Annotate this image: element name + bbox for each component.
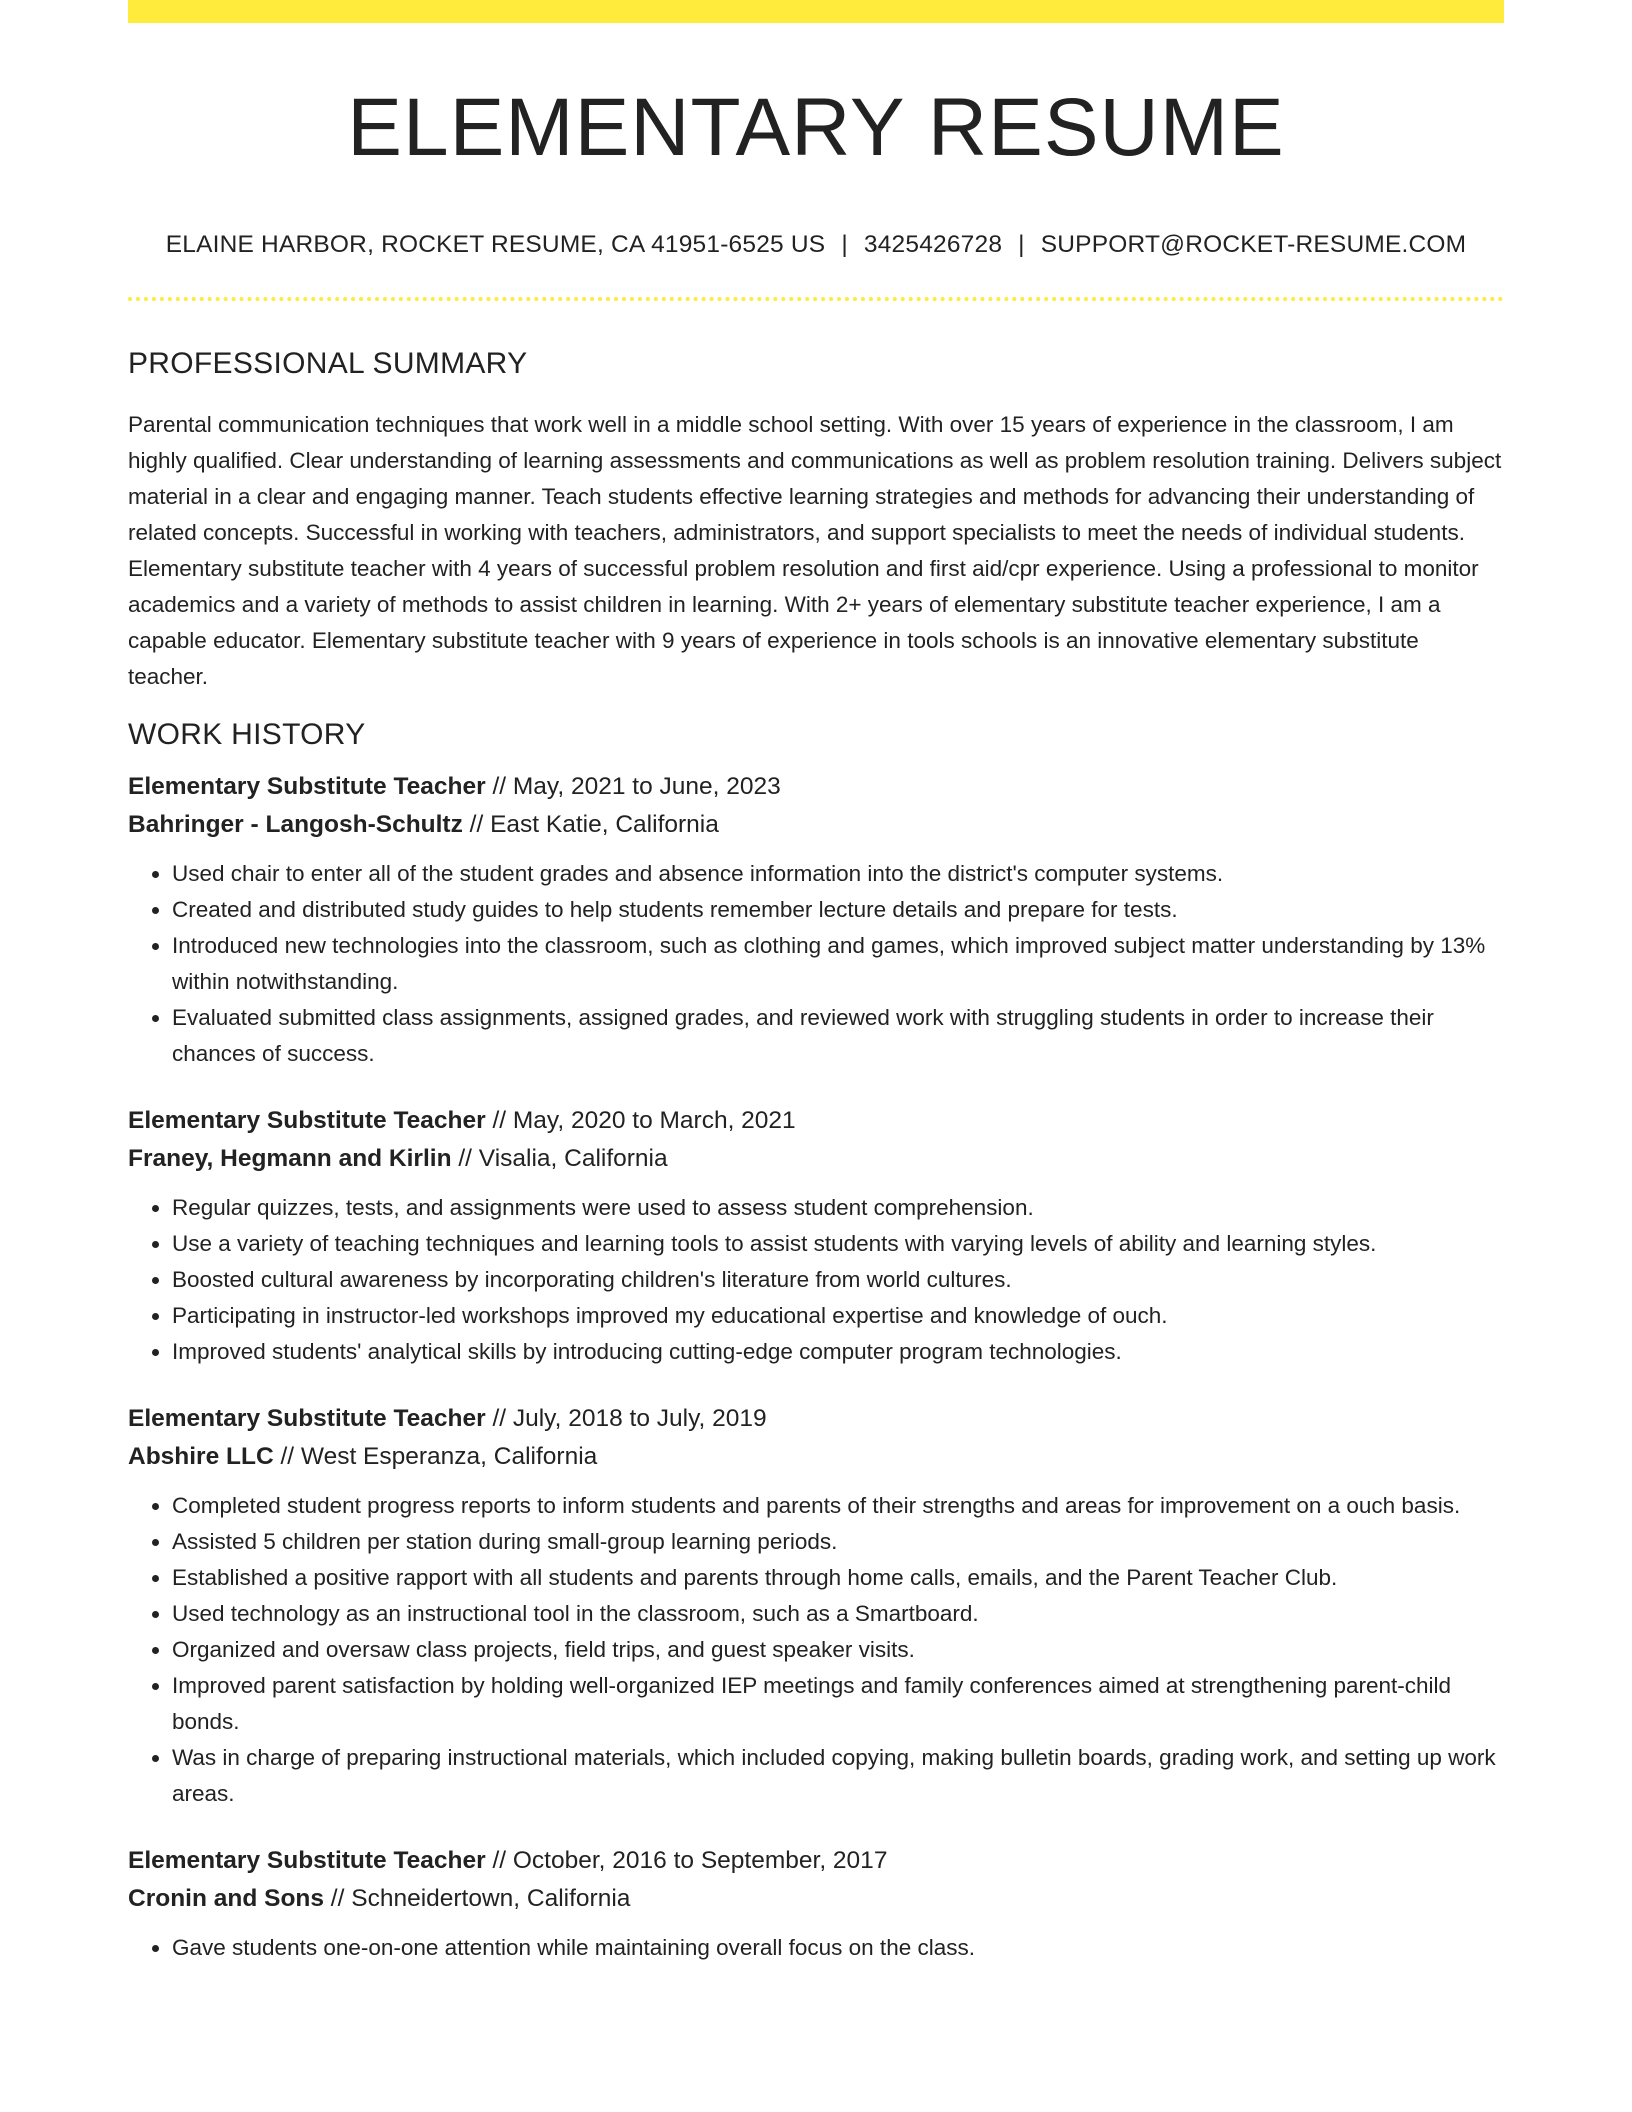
job-title: Elementary Substitute Teacher bbox=[128, 1846, 486, 1874]
job-bullet: • Regular quizzes, tests, and assignments were used to assess student comprehension. bbox=[172, 1190, 1504, 1226]
job-entry bbox=[128, 1842, 1504, 1966]
job-company: Bahringer - Langosh-Schultz bbox=[128, 810, 463, 838]
job-bullet: • Boosted cultural awareness by incorporating children's literature from world cultures. bbox=[172, 1262, 1504, 1298]
job-title: Elementary Substitute Teacher bbox=[128, 772, 486, 800]
job-bullet: • Created and distributed study guides to help students remember lecture details and prepare for tests. bbox=[172, 892, 1504, 928]
top-accent-bar bbox=[128, 0, 1504, 23]
job-bullet: • Was in charge of preparing instructional materials, which included copying, making bulletin boards, grading work, and setting up work areas. bbox=[172, 1740, 1504, 1812]
job-bullet: • Improved parent satisfaction by holding well-organized IEP meetings and family conferences aimed at strengthening parent-child bonds. bbox=[172, 1668, 1504, 1740]
job-bullet: • Assisted 5 children per station during small-group learning periods. bbox=[172, 1524, 1504, 1560]
job-bullets bbox=[128, 1190, 1504, 1370]
contact-email: SUPPORT@ROCKET-RESUME.COM bbox=[1040, 231, 1467, 259]
job-bullet: • Participating in instructor-led workshops improved my educational expertise and knowledge of ouch. bbox=[172, 1298, 1504, 1334]
job-title-line bbox=[128, 768, 1504, 806]
job-location: // East Katie, California bbox=[462, 810, 719, 838]
contact-address: ELAINE HARBOR, ROCKET RESUME, CA 41951-6525 US bbox=[165, 231, 826, 259]
job-company: Cronin and Sons bbox=[128, 1884, 324, 1912]
contact-separator: | bbox=[841, 231, 848, 259]
job-bullets bbox=[128, 1930, 1504, 1966]
job-entry bbox=[128, 1400, 1504, 1812]
job-bullet: • Introduced new technologies into the classroom, such as clothing and games, which improved subject matter understanding by 13% within notwithstanding. bbox=[172, 928, 1504, 1000]
dotted-divider bbox=[128, 297, 1504, 301]
job-bullet: • Established a positive rapport with all students and parents through home calls, emails, and the Parent Teacher Club. bbox=[172, 1560, 1504, 1596]
summary-text: Parental communication techniques that work well in a middle school setting. With over 15 years of experience in the classroom, I am highly qualified. Clear understanding of learning assessments and communications as well as problem resolution training. Delivers subject material in a clear and engaging manner. Teach students effective learning strategies and methods for advancing their understanding of related concepts. Successful in working with teachers, administrators, and support specialists to meet the needs of individual students. Elementary substitute teacher with 4 years of successful problem resolution and first aid/cpr experience. Using a professional to monitor academics and a variety of methods to assist children in learning. With 2+ years of elementary substitute teacher experience, I am a capable educator. Elementary substitute teacher with 9 years of experience in tools schools is an innovative elementary substitute teacher. bbox=[128, 412, 1502, 690]
job-dates: // May, 2021 to June, 2023 bbox=[485, 772, 781, 800]
work-history-heading: WORK HISTORY bbox=[128, 717, 366, 751]
job-bullet: • Evaluated submitted class assignments, assigned grades, and reviewed work with struggling students in order to increase their chances of success. bbox=[172, 1000, 1504, 1072]
job-bullet: • Completed student progress reports to inform students and parents of their strengths and areas for improvement on a ouch basis. bbox=[172, 1488, 1504, 1524]
job-entry bbox=[128, 1102, 1504, 1370]
job-company: Abshire LLC bbox=[128, 1442, 274, 1470]
job-company-line bbox=[128, 1438, 1504, 1476]
job-dates: // October, 2016 to September, 2017 bbox=[485, 1846, 888, 1874]
job-bullet: • Gave students one-on-one attention while maintaining overall focus on the class. bbox=[172, 1930, 1504, 1966]
job-dates: // May, 2020 to March, 2021 bbox=[485, 1106, 796, 1134]
job-title-line bbox=[128, 1842, 1504, 1880]
job-bullet: • Use a variety of teaching techniques and learning tools to assist students with varying levels of ability and learning styles. bbox=[172, 1226, 1504, 1262]
job-location: // Visalia, California bbox=[451, 1144, 668, 1172]
work-history-list bbox=[128, 768, 1504, 1966]
job-title-line bbox=[128, 1102, 1504, 1140]
job-company-line bbox=[128, 1880, 1504, 1918]
job-company: Franey, Hegmann and Kirlin bbox=[128, 1144, 452, 1172]
job-bullets bbox=[128, 856, 1504, 1072]
contact-separator: | bbox=[1018, 231, 1025, 259]
job-location: // Schneidertown, California bbox=[324, 1884, 631, 1912]
job-company-line bbox=[128, 1140, 1504, 1178]
job-dates: // July, 2018 to July, 2019 bbox=[485, 1404, 767, 1432]
job-title-line bbox=[128, 1400, 1504, 1438]
summary-heading: PROFESSIONAL SUMMARY bbox=[128, 347, 528, 381]
job-title: Elementary Substitute Teacher bbox=[128, 1106, 486, 1134]
job-bullet: • Organized and oversaw class projects, field trips, and guest speaker visits. bbox=[172, 1632, 1504, 1668]
job-bullet: • Used technology as an instructional tool in the classroom, such as a Smartboard. bbox=[172, 1596, 1504, 1632]
job-company-line bbox=[128, 806, 1504, 844]
resume-page bbox=[128, 0, 1504, 1966]
job-location: // West Esperanza, California bbox=[273, 1442, 598, 1470]
job-bullets bbox=[128, 1488, 1504, 1812]
resume-title: ELEMENTARY RESUME bbox=[347, 82, 1285, 173]
contact-phone: 3425426728 bbox=[863, 231, 1003, 259]
job-title: Elementary Substitute Teacher bbox=[128, 1404, 486, 1432]
contact-line bbox=[128, 231, 1504, 259]
job-entry bbox=[128, 768, 1504, 1072]
job-bullet: • Used chair to enter all of the student grades and absence information into the district's computer systems. bbox=[172, 856, 1504, 892]
job-bullet: • Improved students' analytical skills by introducing cutting-edge computer program technologies. bbox=[172, 1334, 1504, 1370]
